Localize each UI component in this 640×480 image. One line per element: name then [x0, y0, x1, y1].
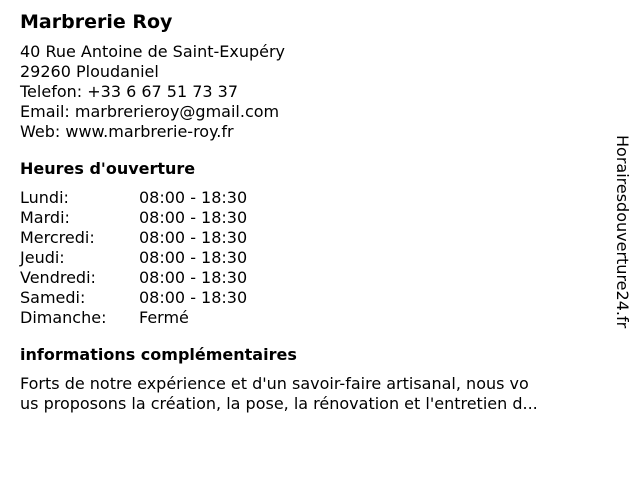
- time-value: 08:00 - 18:30: [139, 268, 248, 287]
- description-line: us proposons la création, la pose, la rénovation et l'entretien d...: [20, 394, 538, 413]
- hours-row-wednesday: [20, 228, 600, 248]
- email-line: Email: marbrerieroy@gmail.com: [20, 102, 280, 121]
- time-value: 08:00 - 18:30: [139, 288, 248, 307]
- time-value: Fermé: [139, 308, 189, 327]
- phone-line: Telefon: +33 6 67 51 73 37: [20, 82, 239, 101]
- business-card: [20, 10, 600, 414]
- info-heading: informations complémentaires: [20, 345, 297, 364]
- day-label: Vendredi:: [20, 268, 96, 287]
- hours-row-saturday: [20, 288, 600, 308]
- address-city: 29260 Ploudaniel: [20, 62, 159, 81]
- website-line: Web: www.marbrerie-roy.fr: [20, 122, 234, 141]
- day-label: Dimanche:: [20, 308, 107, 327]
- day-label: Lundi:: [20, 188, 69, 207]
- hours-row-monday: [20, 188, 600, 208]
- time-value: 08:00 - 18:30: [139, 208, 248, 227]
- description-line: Forts de notre expérience et d'un savoir-faire artisanal, nous vo: [20, 374, 529, 393]
- hours-row-friday: [20, 268, 600, 288]
- day-label: Samedi:: [20, 288, 86, 307]
- hours-heading: Heures d'ouverture: [20, 159, 196, 178]
- time-value: 08:00 - 18:30: [139, 248, 248, 267]
- hours-list: [20, 188, 600, 328]
- hours-row-thursday: [20, 248, 600, 268]
- time-value: 08:00 - 18:30: [139, 188, 248, 207]
- hours-row-sunday: [20, 308, 600, 328]
- hours-row-tuesday: [20, 208, 600, 228]
- day-label: Mercredi:: [20, 228, 95, 247]
- day-label: Mardi:: [20, 208, 70, 227]
- business-name: Marbrerie Roy: [20, 11, 173, 33]
- time-value: 08:00 - 18:30: [139, 228, 248, 247]
- site-brand-link[interactable]: Horairesdouverture24.fr: [613, 135, 632, 329]
- address-street: 40 Rue Antoine de Saint-Exupéry: [20, 42, 286, 61]
- day-label: Jeudi:: [20, 248, 65, 267]
